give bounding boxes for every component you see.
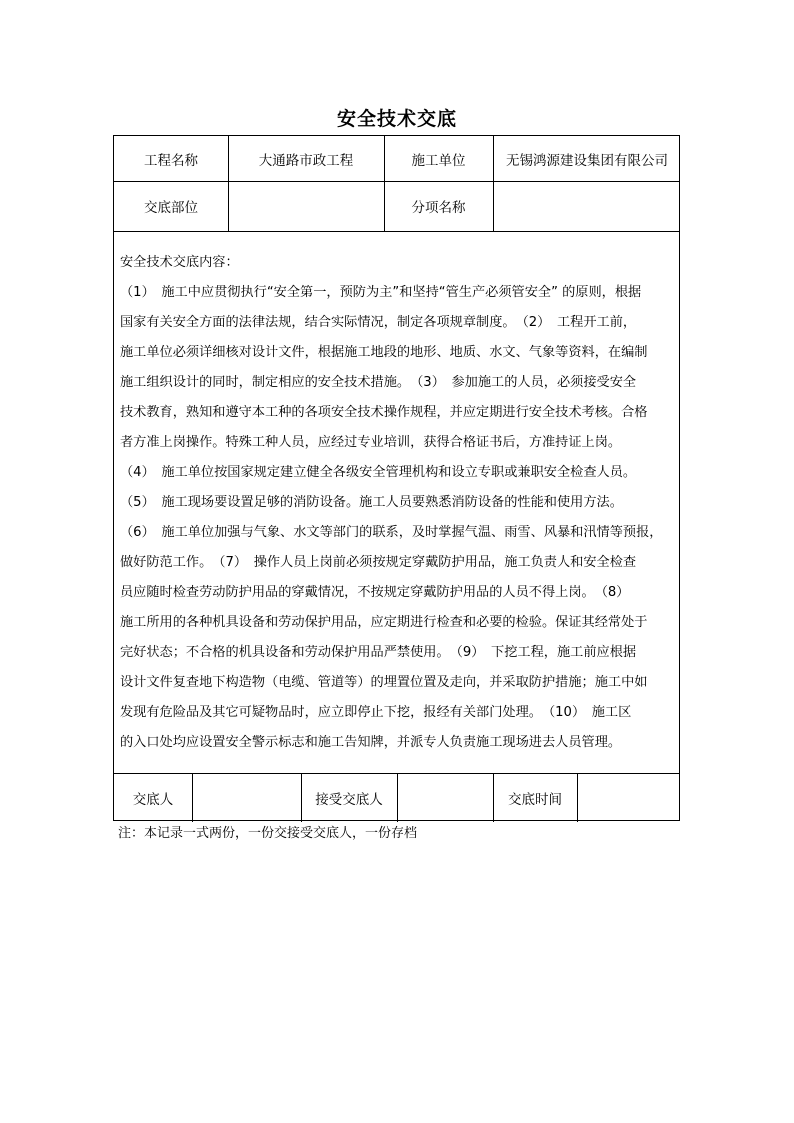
content-line: 发现有危险品及其它可疑物品时，应立即停止下挖，报经有关部门处理。 （10） 施工区 — [120, 705, 632, 720]
project-name-value: 大通路市政工程 — [258, 152, 354, 169]
project-name-label: 工程名称 — [144, 152, 198, 169]
disclosure-form — [113, 135, 680, 821]
footnote: 注：本记录一式两份，一份交接受交底人，一份存档 — [118, 826, 418, 841]
content-line: 完好状态；不合格的机具设备和劳动保护用品严禁使用。 （9） 下挖工程，施工前应根据 — [120, 645, 637, 660]
content-line: 施工单位必须详细核对设计文件，根据施工地段的地形、地质、水文、气象等资料，在编制 — [120, 345, 648, 360]
disclosure-content — [120, 248, 676, 758]
receiver-label: 接受交底人 — [315, 791, 383, 808]
receiver-value — [397, 773, 493, 822]
item-name-value — [493, 181, 681, 231]
row-divider — [114, 231, 679, 232]
content-line: 者方准上岗操作。特殊工种人员，应经过专业培训，获得合格证书后，方准持证上岗。 — [120, 435, 622, 450]
location-label: 交底部位 — [144, 200, 198, 216]
content-line: （5） 施工现场要设置足够的消防设备。施工人员要熟悉消防设备的性能和使用方法。 — [120, 495, 623, 510]
content-line: 施工所用的各种机具设备和劳动保护用品，应定期进行检查和必要的检验。保证其经常处于 — [120, 615, 648, 630]
content-line: 员应随时检查劳动防护用品的穿戴情况，不按规定穿戴防护用品的人员不得上岗。 （8） — [120, 585, 630, 600]
disclosure-time-label: 交底时间 — [508, 791, 562, 808]
content-intro: 安全技术交底内容： — [120, 255, 239, 270]
content-line: 的入口处均应设置安全警示标志和施工告知牌，并派专人负责施工现场进去人员管理。 — [120, 735, 622, 750]
disclosure-time-value — [577, 773, 681, 822]
content-line: 国家有关安全方面的法律法规，结合实际情况，制定各项规章制度。 （2） 工程开工前， — [120, 315, 637, 330]
discloser-label: 交底人 — [132, 791, 174, 808]
content-line: 技术教育，熟知和遵守本工种的各项安全技术操作规程，并应定期进行安全技术考核。合格 — [120, 405, 648, 420]
content-line: （4） 施工单位按国家规定建立健全各级安全管理机构和设立专职或兼职安全检查人员。 — [120, 465, 637, 480]
content-line: 设计文件复查地下构造物（电缆、管道等）的埋置位置及走向，并采取防护措施；施工中如 — [120, 675, 648, 690]
location-value — [228, 181, 384, 231]
builder-value: 无锡鸿源建设集团有限公司 — [506, 152, 668, 169]
content-line: （1） 施工中应贯彻执行“安全第一，预防为主”和坚持“管生产必须管安全” 的原则，根据 — [120, 285, 642, 300]
content-line: 做好防范工作。 （7） 操作人员上岗前必须按规定穿戴防护用品，施工负责人和安全检查 — [120, 555, 637, 570]
discloser-value — [192, 773, 301, 822]
document-title: 安全技术交底 — [336, 108, 457, 130]
builder-label: 施工单位 — [411, 152, 466, 169]
content-line: （6） 施工单位加强与气象、水文等部门的联系，及时掌握气温、雨雪、风暴和汛情等预报， — [120, 525, 663, 540]
content-line: 施工组织设计的同时，制定相应的安全技术措施。 （3） 参加施工的人员，必须接受安全 — [120, 375, 637, 390]
item-name-label: 分项名称 — [411, 200, 466, 216]
